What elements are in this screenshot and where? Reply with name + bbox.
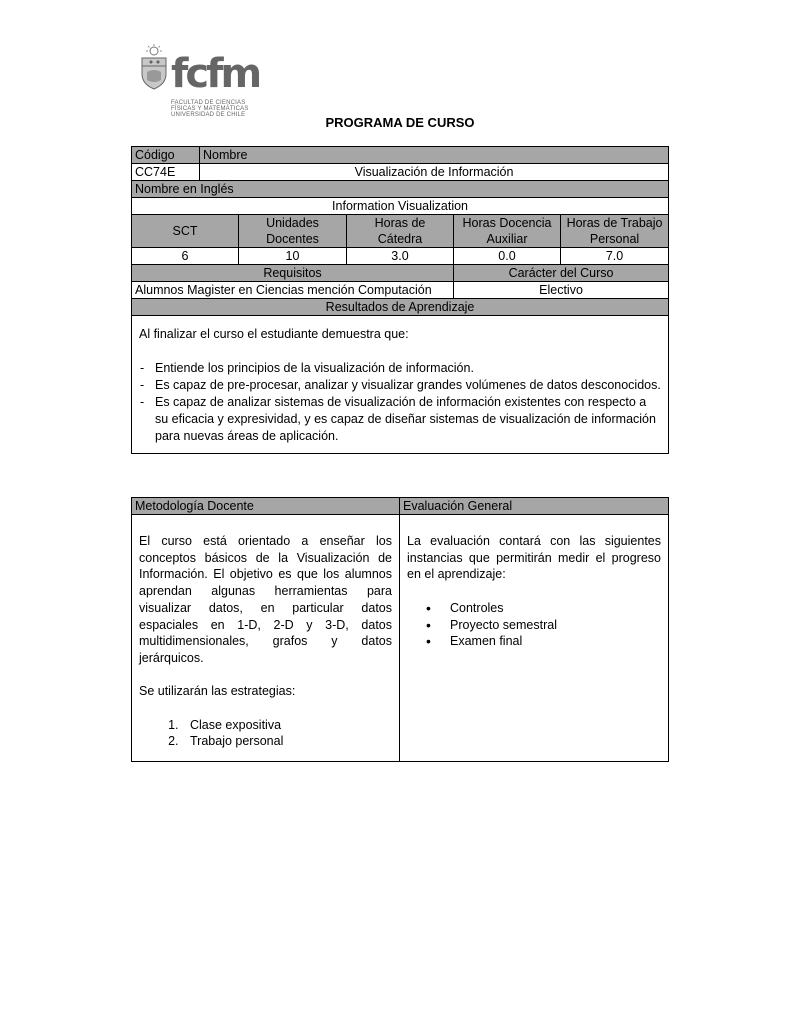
university-crest-icon (137, 44, 171, 90)
sct-value: 6 (132, 248, 239, 265)
logo-wordmark: fcfm (171, 51, 260, 97)
outcomes-intro: Al finalizar el curso el estudiante demuestra que: (139, 327, 409, 341)
course-info-table (131, 146, 669, 454)
outcome-item: - Es capaz de pre-procesar, analizar y visualizar grandes volúmenes de datos desconocidos. (139, 377, 661, 394)
trabajo-header: Horas de Trabajo Personal (561, 215, 669, 248)
caracter-label: Carácter del Curso (454, 265, 669, 282)
evaluation-item: • Proyecto semestral (450, 617, 661, 634)
auxiliar-header: Horas Docencia Auxiliar (454, 215, 561, 248)
evaluacion-body (400, 515, 669, 762)
page-title: PROGRAMA DE CURSO (325, 115, 475, 130)
evaluation-item: • Controles (450, 600, 661, 617)
trabajo-value: 7.0 (561, 248, 669, 265)
metodologia-label: Metodología Docente (132, 498, 400, 515)
fcfm-logo (137, 44, 260, 119)
metodologia-paragraph: El curso está orientado a enseñar los conceptos básicos de la Visualización de Información. El objetivo es que los alumnos aprendan algunas herramientas para visualizar datos, en particular datos espaciales en 1-D, 2-D y 3-D, datos multidimensionales, grafos y datos jerárquicos. (139, 534, 392, 665)
catedra-header: Horas de Cátedra (347, 215, 454, 248)
strategy-item: 1. Clase expositiva (182, 717, 392, 734)
learning-outcomes (132, 316, 669, 454)
english-name: Information Visualization (132, 198, 669, 215)
name-label: Nombre (200, 147, 669, 164)
auxiliar-value: 0.0 (454, 248, 561, 265)
requisitos-label: Requisitos (132, 265, 454, 282)
code-label: Código (132, 147, 200, 164)
course-code: CC74E (132, 164, 200, 181)
methodology-evaluation-table (131, 497, 669, 762)
strategies-list (139, 717, 392, 750)
evaluation-list (407, 600, 661, 650)
sct-header: SCT (132, 215, 239, 248)
unidades-header: Unidades Docentes (239, 215, 347, 248)
english-name-label: Nombre en Inglés (132, 181, 669, 198)
strategies-intro: Se utilizarán las estrategias: (139, 684, 296, 699)
evaluacion-paragraph: La evaluación contará con las siguientes instancias que permitirán medir el progreso en el aprendizaje: (407, 534, 661, 582)
logo-line-1: FACULTAD DE CIENCIAS (171, 100, 246, 106)
unidades-value: 10 (239, 248, 347, 265)
strategy-item: 2. Trabajo personal (182, 733, 392, 750)
caracter-value: Electivo (454, 282, 669, 299)
evaluacion-label: Evaluación General (400, 498, 669, 515)
outcome-item: - Es capaz de analizar sistemas de visualización de información existentes con respecto a su eficacia y expresividad, y es capaz de diseñar sistemas de visualización de información para nuevas áreas de aplicación. (139, 394, 661, 445)
catedra-value: 3.0 (347, 248, 454, 265)
evaluation-item: • Examen final (450, 633, 661, 650)
resultados-label: Resultados de Aprendizaje (132, 299, 669, 316)
course-name: Visualización de Información (200, 164, 669, 181)
requisitos-value: Alumnos Magister en Ciencias mención Computación (132, 282, 454, 299)
outcomes-list (139, 360, 661, 445)
outcome-item: - Entiende los principios de la visualización de información. (139, 360, 661, 377)
logo-line-3: UNIVERSIDAD DE CHILE (171, 112, 246, 118)
metodologia-body (132, 515, 400, 762)
logo-line-2: FÍSICAS Y MATEMÁTICAS (171, 106, 249, 112)
